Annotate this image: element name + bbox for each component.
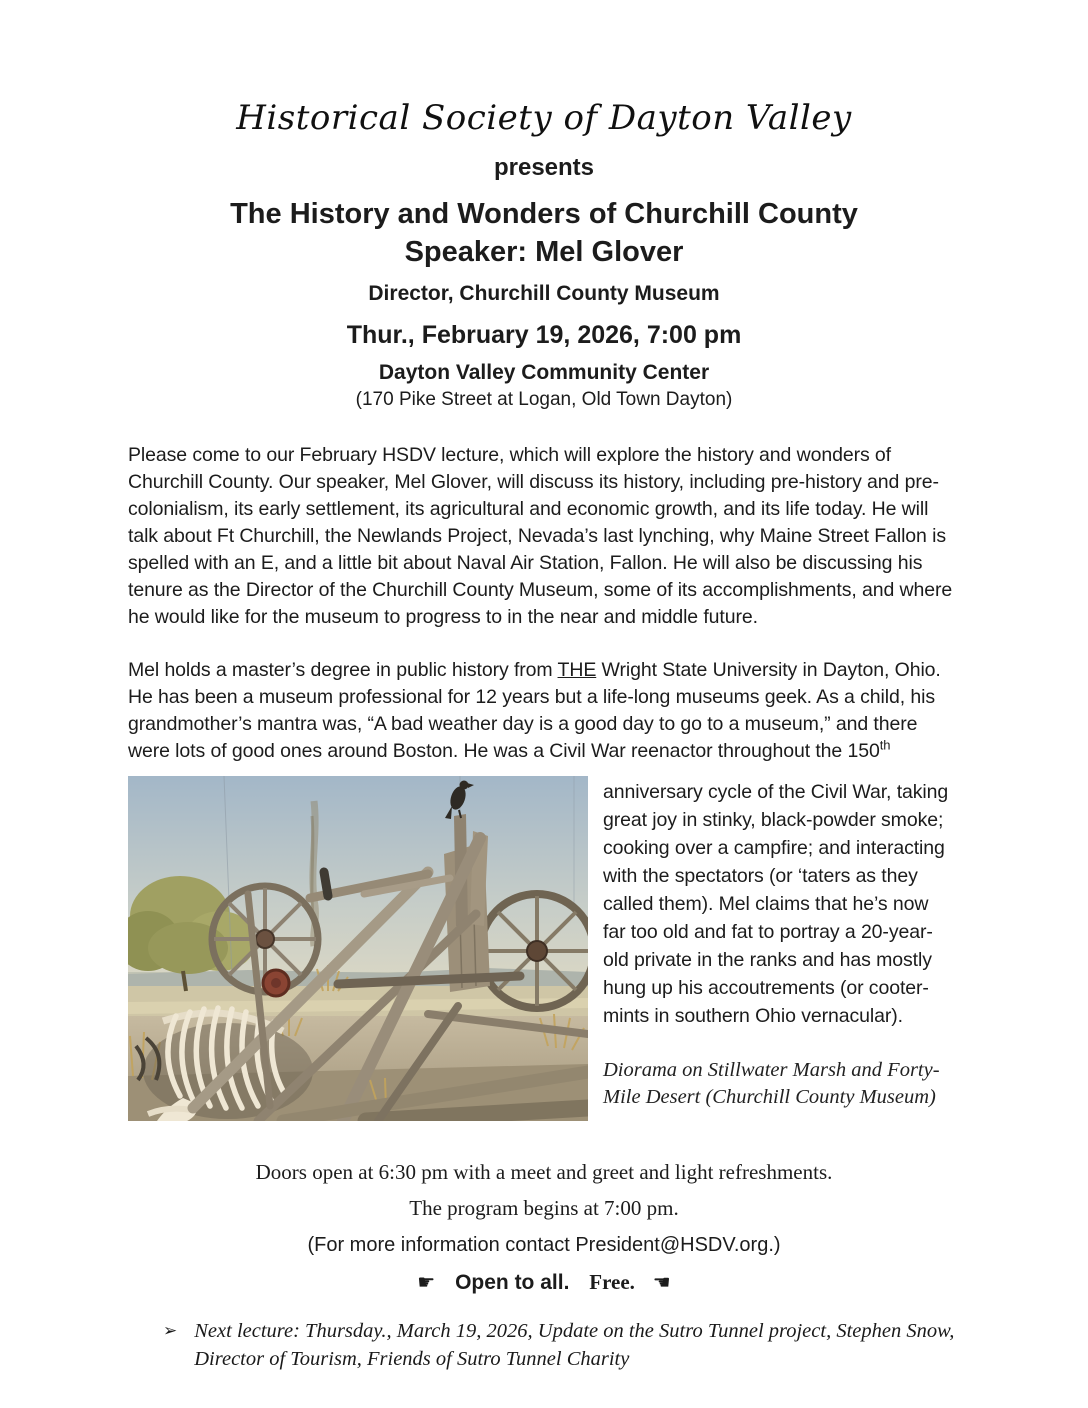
event-venue: Dayton Valley Community Center <box>378 361 710 384</box>
event-address: (170 Pike Street at Logan, Old Town Dayton) <box>355 389 733 410</box>
bio-wrap-text: anniversary cycle of the Civil War, taking great joy in stinky, black-powder smoke; cooking over a campfire; and interacting with the spectators (or ‘taters as they called them). Mel claims that he’s now far too old and fat to portray a 20-year-old private in the ranks and has mostly hung up his accoutrements (or cooter-mints in southern Ohio vernacular). <box>603 781 949 1027</box>
flyer-header <box>0 98 1088 411</box>
next-lecture-item <box>163 1317 958 1373</box>
bio-paragraph <box>128 657 962 765</box>
bio-text-before: Mel holds a master’s degree in public history from <box>128 659 558 681</box>
photo-caption: Diorama on Stillwater Marsh and Forty-Mile Desert (Churchill County Museum) <box>603 1059 940 1108</box>
arrowhead-bullet-icon: ➢ <box>163 1321 178 1341</box>
bio-text-after: Wright State University in Dayton, Ohio. He has been a museum professional for 12 years but a life-long museums geek. As a child, his grandmother’s mantra was, “A bad weather day is a good day to go to a museum,” and there were lots of good ones around Boston. He was a Civil War reenactor throughout the 150 <box>128 659 941 762</box>
society-name: Historical Society of Dayton Valley <box>236 98 852 138</box>
event-datetime: Thur., February 19, 2026, 7:00 pm <box>346 321 742 349</box>
presents-line: presents <box>493 154 595 181</box>
next-lecture-text: Next lecture: Thursday., March 19, 2026, Update on the Sutro Tunnel project, Stephen Snow, Director of Tourism, Friends of Sutro Tunnel Charity <box>194 1320 955 1370</box>
contact-line: (For more information contact President@HSDV.org.) <box>307 1234 781 1256</box>
free-label: Free. <box>589 1270 635 1294</box>
bio-underlined-the: THE <box>557 659 597 681</box>
diorama-photo <box>128 776 588 1121</box>
lecture-title: The History and Wonders of Churchill County <box>230 198 858 230</box>
bio-ordinal-suffix: th <box>879 737 891 753</box>
pointing-hand-right-icon: ☛ <box>417 1270 436 1294</box>
open-to-all-label: Open to all. <box>455 1271 570 1294</box>
flyer-body <box>128 442 962 1121</box>
photo-and-text-row <box>128 776 962 1121</box>
intro-paragraph: Please come to our February HSDV lecture, which will explore the history and wonders of Churchill County. Our speaker, Mel Glover, will discuss its history, including pre-history and pre-colonialism, its early settlement, its agricultural and economic growth, and its life today. He will talk about Ft Churchill, the Newlands Project, Nevada’s last lynching, why Maine Street Fallon is spelled with an E, and a little bit about Naval Air Station, Fallon. He will also be discussing his tenure as the Director of the Churchill County Museum, some of its accomplishments, and where he would like for the museum to progress to in the near and middle future. <box>128 444 953 628</box>
diorama-photo-illustration <box>128 776 588 1121</box>
program-line: The program begins at 7:00 pm. <box>409 1196 679 1220</box>
flyer-footer <box>0 1160 1088 1373</box>
speaker-line: Speaker: Mel Glover <box>404 236 684 268</box>
photo-side-column <box>603 776 951 1121</box>
pointing-hand-left-icon: ☚ <box>652 1270 671 1294</box>
admission-line <box>0 1270 1088 1295</box>
doors-open-line: Doors open at 6:30 pm with a meet and greet and light refreshments. <box>255 1160 833 1184</box>
speaker-role: Director, Churchill County Museum <box>368 282 720 305</box>
